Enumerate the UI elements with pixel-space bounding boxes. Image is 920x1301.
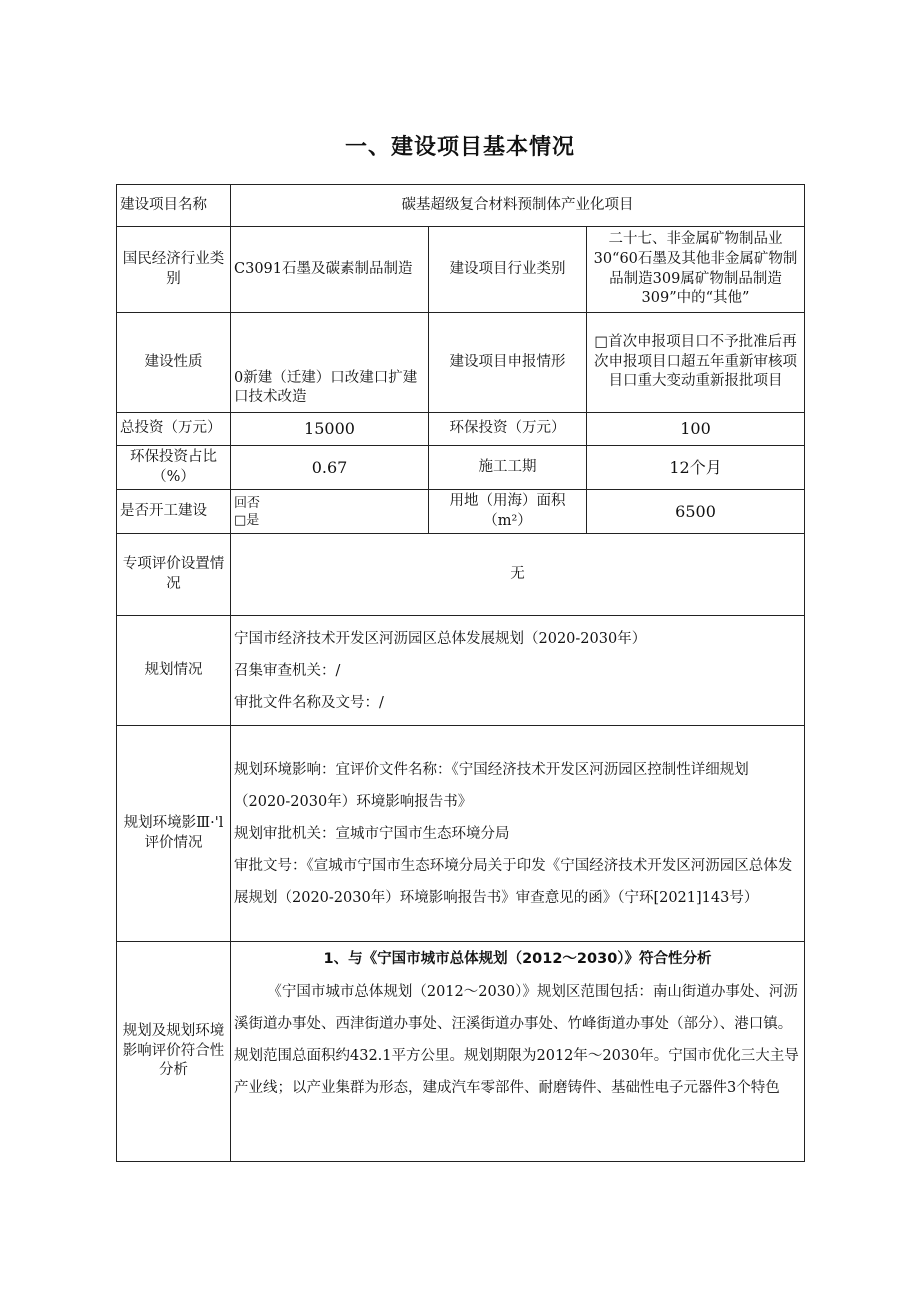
planning-line-1: 宁国市经济技术开发区河沥园区总体发展规划（2020-2030年）: [234, 630, 647, 647]
label-project-industry: 建设项目行业类别: [429, 227, 587, 313]
label-planning: 规划情况: [117, 616, 231, 726]
value-construction-nature: 0新建（迁建）口改建口扩建口技术改造: [231, 313, 429, 413]
row-investment: [117, 413, 805, 446]
row-planning: [117, 616, 805, 726]
label-industry-category: 国民经济行业类别: [117, 227, 231, 313]
label-construction-nature: 建设性质: [117, 313, 231, 413]
value-special-eval: 无: [231, 534, 805, 616]
option-no: 回否: [234, 495, 261, 511]
label-total-investment: 总投资（万元）: [117, 413, 231, 446]
label-env-investment: 环保投资（万元）: [429, 413, 587, 446]
row-nature: [117, 313, 805, 413]
value-env-ratio: 0.67: [231, 446, 429, 490]
option-yes: □是: [234, 512, 260, 528]
started-options: [231, 490, 429, 534]
row-project-name: [117, 185, 805, 227]
row-started: [117, 490, 805, 534]
planning-line-3: 审批文件名称及文号：/: [234, 694, 384, 711]
row-special-eval: [117, 534, 805, 616]
label-land-area: 用地（用海）面积（m²）: [429, 490, 587, 534]
compliance-heading: 1、与《宁国市城市总体规划（2012～2030）》符合性分析: [323, 951, 712, 967]
value-land-area: 6500: [587, 490, 805, 534]
row-compliance: [117, 942, 805, 1162]
compliance-body: 《宁国市城市总体规划（2012～2030）》规划区范围包括：南山街道办事处、河沥溪街道办事处、西津街道办事处、汪溪街道办事处、竹峰街道办事处（部分）、港口镇。规划范围总面积约432.1平方公里。规划期限为2012年～2030年。宁国市优化三大主导产业线；以产业集群为形态，建成汽车零部件、耐磨铸件、基础性电子元器件3个特色: [234, 984, 799, 1096]
row-ratio: [117, 446, 805, 490]
value-project-industry: 二十七、非金属矿物制品业30“60石墨及其他非金属矿物制品制造309属矿物制品制造309”中的“其他”: [587, 227, 805, 313]
row-plan-env: [117, 726, 805, 942]
label-plan-env: 规划环境影Ⅲ·'l评价情况: [117, 726, 231, 942]
value-construction-period: 12个月: [587, 446, 805, 490]
page-title: 一、建设项目基本情况: [344, 135, 575, 160]
value-total-investment: 15000: [231, 413, 429, 446]
label-started: 是否开工建设: [117, 490, 231, 534]
label-declaration-case: 建设项目申报情形: [429, 313, 587, 413]
value-project-name: 碳基超级复合材料预制体产业化项目: [231, 185, 805, 227]
label-env-ratio: 环保投资占比（%）: [117, 446, 231, 490]
value-plan-env: [231, 726, 805, 942]
value-planning: [231, 616, 805, 726]
project-info-table: [116, 184, 805, 1162]
label-construction-period: 施工工期: [429, 446, 587, 490]
value-compliance: [231, 942, 805, 1162]
plan-env-line-3: 审批文号：《宣城市宁国市生态环境分局关于印发《宁国经济技术开发区河沥园区总体发展规划（2020-2030年）环境影响报告书》审查意见的函》（宁环[2021]143号）: [234, 857, 793, 906]
value-declaration-case: □首次申报项目口不予批准后再次申报项目口超五年重新审核项目口重大变动重新报批项目: [587, 313, 805, 413]
value-env-investment: 100: [587, 413, 805, 446]
row-industry: [117, 227, 805, 313]
label-special-eval: 专项评价设置情况: [117, 534, 231, 616]
plan-env-line-2: 规划审批机关：宣城市宁国市生态环境分局: [234, 825, 510, 842]
plan-env-line-1: 规划环境影响：宜评价文件名称：《宁国经济技术开发区河沥园区控制性详细规划（2020-2030年）环境影响报告书》: [234, 761, 749, 810]
planning-line-2: 召集审查机关：/: [234, 662, 341, 679]
label-project-name: 建设项目名称: [117, 185, 231, 227]
value-industry-category: C3091石墨及碳素制品制造: [231, 227, 429, 313]
label-compliance: 规划及规划环境影响评价符合性分析: [117, 942, 231, 1162]
